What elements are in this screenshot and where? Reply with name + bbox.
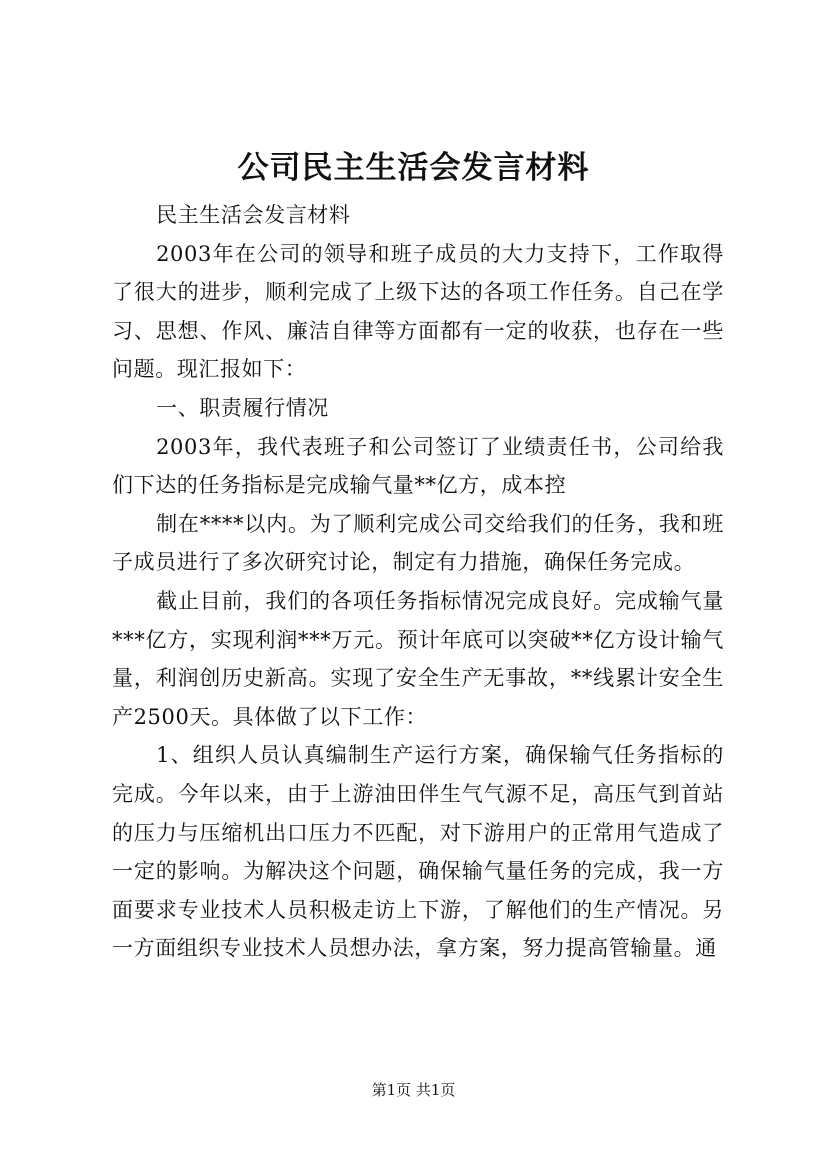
document-body xyxy=(112,196,724,968)
paragraph-intro: 2003年在公司的领导和班子成员的大力支持下，工作取得了很大的进步，顺利完成了上级下达的各项工作任务。自己在学习、思想、作风、廉洁自律等方面都有一定的收获，也存在一些问题。现汇报如下： xyxy=(112,241,724,382)
paragraph-progress: 截止目前，我们的各项任务指标情况完成良好。完成输气量***亿方，实现利润***万元。预计年底可以突破**亿方设计输气量，利润创历史新高。实现了安全生产无事故，**线累计安全生产2500天。具体做了以下工作： xyxy=(112,588,724,729)
page-footer: 第1页 共1页 xyxy=(371,1081,456,1099)
paragraph-responsibility: 2003年，我代表班子和公司签订了业绩责任书，公司给我们下达的任务指标是完成输气量**亿方，成本控 xyxy=(112,434,724,498)
section-heading-duties: 一、职责履行情况 xyxy=(156,395,329,420)
paragraph-subtitle: 民主生活会发言材料 xyxy=(156,203,351,227)
document-title: 公司民主生活会发言材料 xyxy=(237,150,590,186)
paragraph-item-1: 1、组织人员认真编制生产运行方案，确保输气任务指标的完成。今年以来，由于上游油田伴生气气源不足，高压气到首站的压力与压缩机出口压力不匹配，对下游用户的正常用气造成了一定的影响。为解决这个问题，确保输气量任务的完成，我一方面要求专业技术人员积极走访上下游，了解他们的生产情况。另一方面组织专业技术人员想办法，拿方案，努力提高管输量。通 xyxy=(112,743,724,961)
paragraph-cost-control: 制在****以内。为了顺利完成公司交给我们的任务，我和班子成员进行了多次研究讨论，制定有力措施，确保任务完成。 xyxy=(112,511,724,575)
